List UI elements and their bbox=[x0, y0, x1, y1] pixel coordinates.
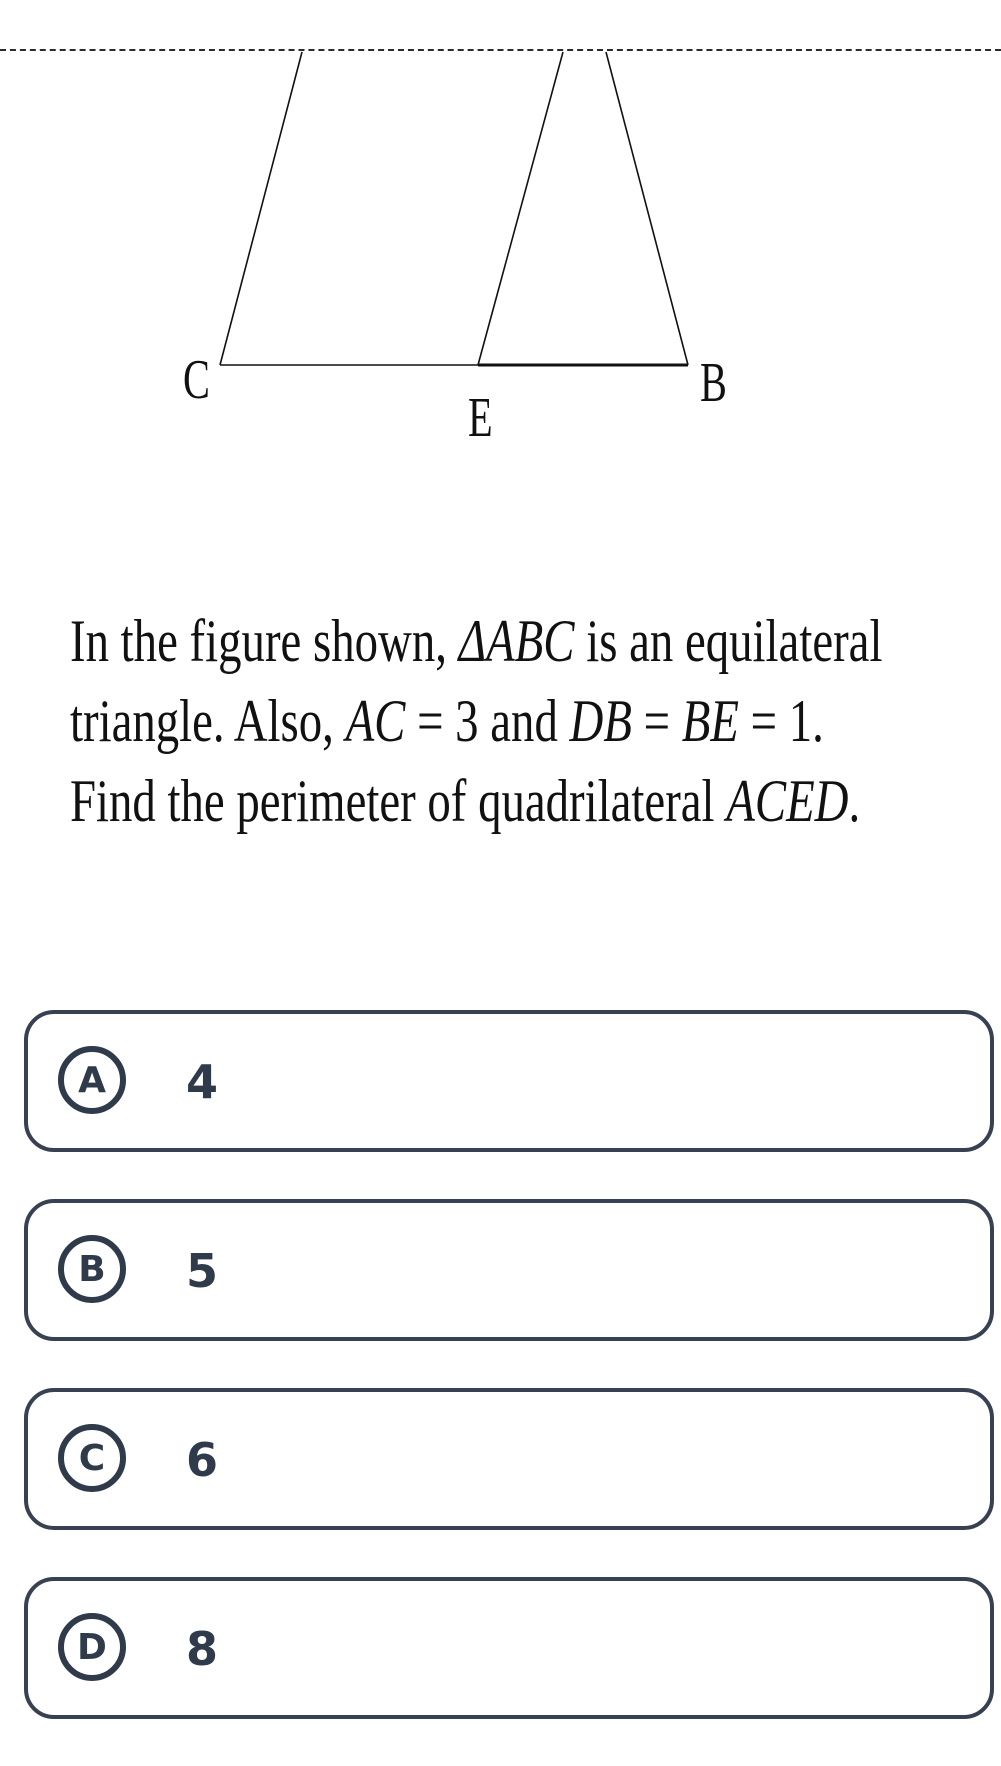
segment-db-math: DB bbox=[569, 688, 632, 754]
segment-be-math: BE bbox=[681, 688, 739, 754]
problem-text-segment: = bbox=[631, 688, 682, 754]
quadrilateral-aced-math: ACED bbox=[726, 768, 849, 834]
answer-options bbox=[24, 1010, 994, 1766]
problem-text-segment: Find the perimeter of quadrilateral bbox=[70, 768, 727, 834]
triangle-abc-math: ΔABC bbox=[458, 608, 575, 674]
segment-ed bbox=[478, 52, 563, 365]
option-c-letter-badge: C bbox=[58, 1424, 126, 1492]
problem-text-segment: = 1. bbox=[738, 688, 824, 754]
problem-text-segment: In the figure shown, bbox=[70, 608, 459, 674]
option-c-value: 6 bbox=[186, 1433, 219, 1487]
option-b-value: 5 bbox=[186, 1244, 219, 1298]
vertex-label-b: B bbox=[700, 352, 727, 414]
problem-statement bbox=[70, 590, 970, 852]
option-a-value: 4 bbox=[186, 1055, 219, 1109]
option-d-letter-badge: D bbox=[58, 1613, 126, 1681]
option-b-letter-badge: B bbox=[58, 1235, 126, 1303]
geometry-figure bbox=[0, 0, 1001, 470]
vertex-label-c: C bbox=[183, 349, 210, 411]
option-b[interactable] bbox=[24, 1199, 994, 1341]
triangle-diagram bbox=[0, 0, 1001, 470]
segment-ac bbox=[220, 52, 302, 365]
segment-bd bbox=[606, 52, 688, 365]
option-d-value: 8 bbox=[186, 1622, 219, 1676]
option-d[interactable] bbox=[24, 1577, 994, 1719]
problem-text-segment: = 3 and bbox=[405, 688, 570, 754]
option-c[interactable] bbox=[24, 1388, 994, 1530]
segment-ac-math: AC bbox=[345, 688, 406, 754]
problem-text-segment: . bbox=[848, 768, 861, 834]
option-a[interactable] bbox=[24, 1010, 994, 1152]
problem-line-3 bbox=[70, 750, 861, 852]
option-a-letter-badge: A bbox=[58, 1046, 126, 1114]
problem-text-segment: is an equilateral bbox=[574, 608, 883, 674]
problem-text-segment: triangle. Also, bbox=[70, 688, 346, 754]
vertex-label-e: E bbox=[468, 387, 493, 449]
